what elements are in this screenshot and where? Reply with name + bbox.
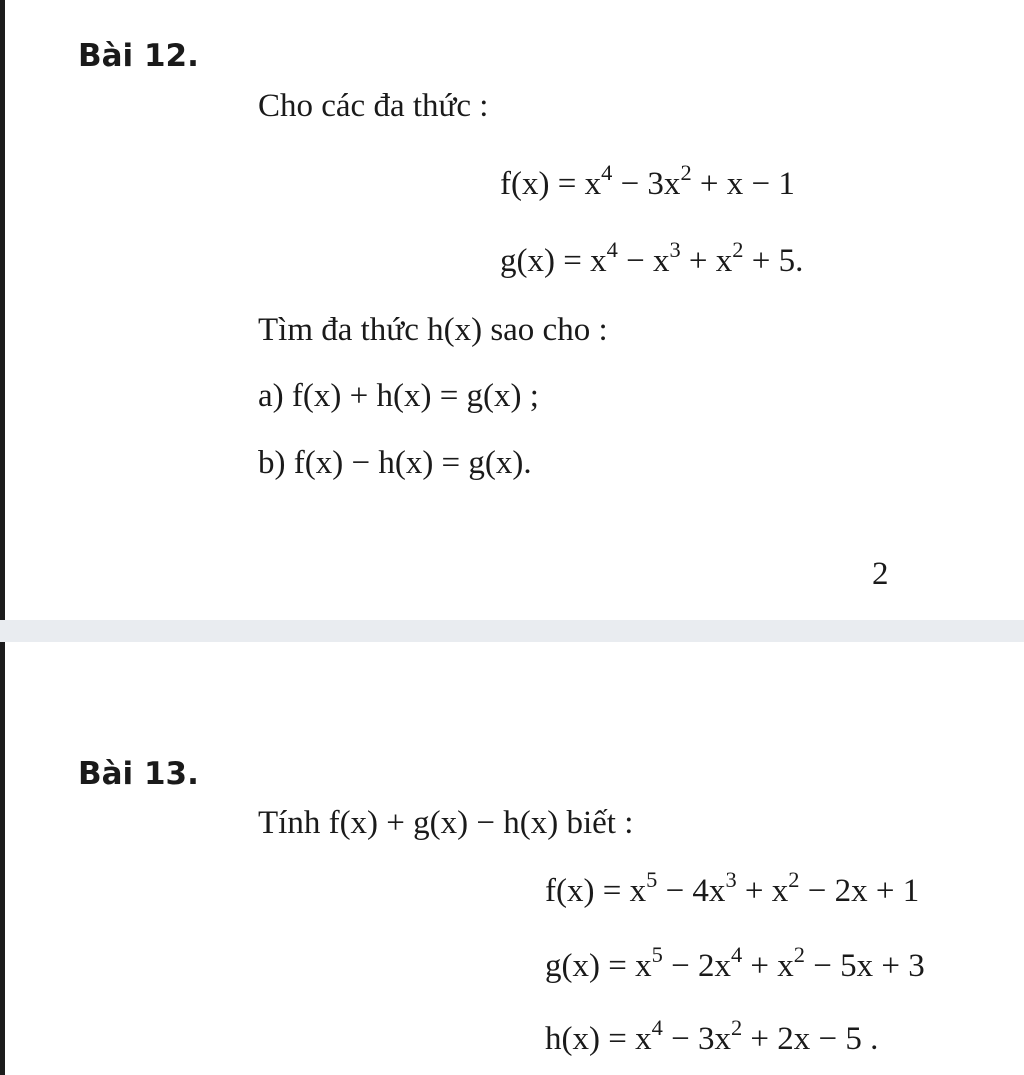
problem-13-intro: Tính f(x) + g(x) − h(x) biết :: [258, 805, 634, 841]
formula-lhs: g(x): [545, 948, 600, 984]
formula-rhs: $x^5 - 2x^4 + x^2 - 5x + 3$: [635, 942, 925, 984]
problem-13-heading: Bài 13.: [78, 756, 199, 792]
left-edge-bar: [0, 0, 5, 1075]
formula-rhs: $x^4 - x^3 + x^2 + 5$.: [590, 237, 804, 279]
problem-12-formula-g: $g(x) = x^4 - x^3 + x^2 + 5$.: [500, 237, 804, 279]
problem-12-heading: Bài 12.: [78, 38, 199, 74]
formula-lhs: f(x): [500, 166, 550, 202]
formula-rhs: $x^4 - 3x^2 + 2x - 5$ .: [635, 1015, 879, 1057]
page-number: 2: [872, 556, 889, 592]
part-text: f(x) + h(x) = g(x) ;: [291, 378, 539, 414]
formula-lhs: h(x): [545, 1021, 600, 1057]
problem-12-task: Tìm đa thức h(x) sao cho :: [258, 312, 608, 348]
problem-13-formula-h: $h(x) = x^4 - 3x^2 + 2x - 5$ .: [545, 1015, 879, 1057]
part-label: a): [258, 378, 284, 414]
part-text: f(x) − h(x) = g(x).: [293, 445, 532, 481]
formula-lhs: f(x): [545, 873, 595, 909]
problem-12-part-a: [258, 378, 539, 415]
problem-12-formula-f: $f(x) = x^4 - 3x^2 + x - 1$: [500, 160, 795, 202]
problem-12-intro: Cho các đa thức :: [258, 88, 489, 124]
problem-13-formula-f: $f(x) = x^5 - 4x^3 + x^2 - 2x + 1$: [545, 867, 920, 909]
part-label: b): [258, 445, 286, 481]
formula-rhs: $x^4 - 3x^2 + x - 1$: [584, 160, 795, 202]
formula-lhs: g(x): [500, 243, 555, 279]
problem-12-part-b: [258, 445, 532, 482]
problem-13-formula-g: $g(x) = x^5 - 2x^4 + x^2 - 5x + 3$: [545, 942, 925, 984]
formula-rhs: $x^5 - 4x^3 + x^2 - 2x + 1$: [629, 867, 920, 909]
page-separator: [0, 620, 1024, 642]
